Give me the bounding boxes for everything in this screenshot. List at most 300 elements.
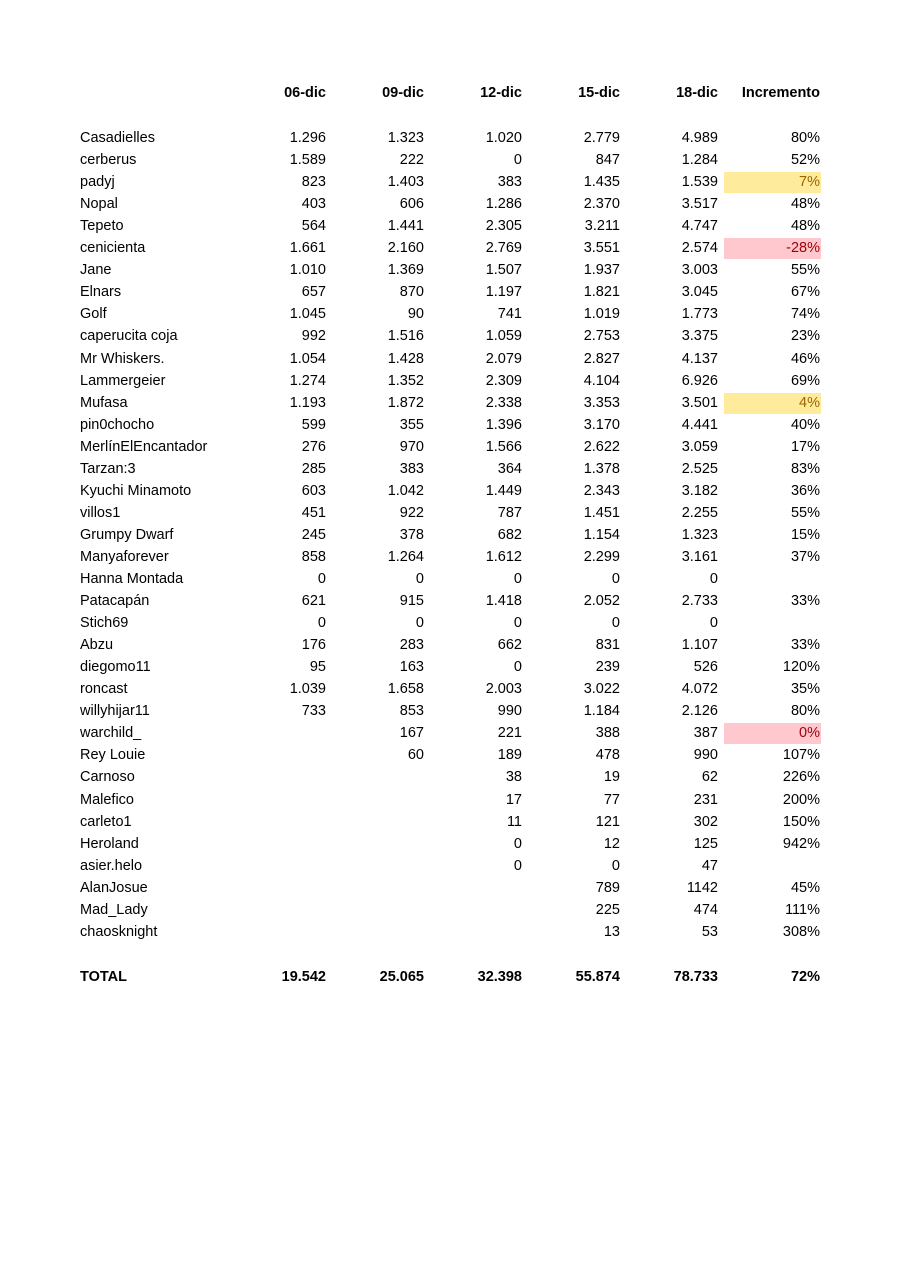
- total-value: 78.733: [673, 969, 718, 985]
- increment-cell: 120%: [782, 659, 820, 676]
- table-row: [0, 547, 906, 568]
- value-cell: 1.451: [583, 504, 620, 521]
- value-cell: 1.352: [387, 372, 424, 389]
- row-name: asier.helo: [80, 857, 143, 874]
- value-cell: [226, 856, 326, 877]
- value-cell: 657: [301, 284, 326, 301]
- value-cell: 167: [399, 725, 424, 742]
- value-cell: [422, 878, 522, 899]
- value-cell: 231: [693, 791, 718, 808]
- row-name: Nopal: [80, 196, 118, 213]
- value-cell: 733: [301, 703, 326, 720]
- value-cell: 1.184: [583, 703, 620, 720]
- header-15-dic: 15-dic: [578, 85, 620, 101]
- row-name: willyhijar11: [80, 703, 150, 720]
- table-row: [0, 238, 906, 259]
- value-cell: [226, 900, 326, 921]
- value-cell: 0: [317, 571, 326, 587]
- increment-cell: 0%: [724, 723, 821, 744]
- value-cell: 77: [603, 791, 620, 808]
- value-cell: 526: [693, 659, 718, 676]
- table-row: [0, 878, 906, 899]
- value-cell: 53: [701, 923, 718, 940]
- value-cell: 0: [611, 615, 620, 632]
- table-row: [0, 635, 906, 656]
- value-cell: 474: [693, 901, 718, 918]
- value-cell: 0: [415, 571, 424, 587]
- header-06-dic: 06-dic: [284, 85, 326, 101]
- table-row: [0, 569, 906, 590]
- value-cell: 2.299: [583, 548, 620, 565]
- value-cell: 0: [513, 857, 522, 874]
- value-cell: 1.428: [387, 350, 424, 367]
- increment-cell: 107%: [782, 747, 820, 764]
- value-cell: [226, 922, 326, 943]
- increment-cell: 69%: [790, 372, 820, 389]
- value-cell: 2.753: [583, 328, 620, 345]
- value-cell: 383: [497, 174, 522, 191]
- row-name: diegomo11: [80, 659, 151, 676]
- value-cell: 95: [309, 659, 326, 676]
- row-name: carleto1: [80, 813, 132, 830]
- value-cell: [226, 745, 326, 766]
- value-cell: 0: [513, 152, 522, 169]
- value-cell: 1.286: [485, 196, 522, 213]
- value-cell: 2.255: [681, 504, 718, 521]
- value-cell: 3.182: [681, 482, 718, 499]
- value-cell: 1.274: [289, 372, 326, 389]
- row-name: Stich69: [80, 615, 129, 632]
- increment-cell: 37%: [790, 548, 820, 565]
- value-cell: 47: [701, 857, 718, 874]
- total-row: [0, 967, 906, 988]
- increment-cell: 33%: [790, 637, 820, 654]
- table-row: [0, 415, 906, 436]
- row-name: Golf: [80, 306, 107, 323]
- value-cell: 1.042: [387, 482, 424, 499]
- increment-cell: 35%: [790, 681, 820, 698]
- value-cell: 4.441: [681, 416, 718, 433]
- value-cell: 62: [701, 769, 718, 786]
- value-cell: 0: [415, 615, 424, 632]
- table-row: [0, 194, 906, 215]
- row-name: MerlínElEncantador: [80, 438, 208, 455]
- value-cell: 1.418: [485, 593, 522, 610]
- value-cell: 276: [301, 438, 326, 455]
- value-cell: 1.872: [387, 394, 424, 411]
- increment-cell: 33%: [790, 593, 820, 610]
- value-cell: 4.104: [583, 372, 620, 389]
- value-cell: 0: [513, 659, 522, 676]
- value-cell: 0: [513, 615, 522, 632]
- value-cell: 245: [301, 526, 326, 543]
- value-cell: 2.052: [583, 593, 620, 610]
- value-cell: 12: [603, 835, 620, 852]
- value-cell: 1.589: [289, 152, 326, 169]
- increment-cell: [724, 856, 821, 877]
- table-row: [0, 260, 906, 281]
- value-cell: 478: [595, 747, 620, 764]
- value-cell: 1.197: [485, 284, 522, 301]
- row-name: Mad_Lady: [80, 901, 148, 918]
- row-name: pin0chocho: [80, 416, 155, 433]
- value-cell: 0: [513, 835, 522, 852]
- total-increment: 72%: [790, 969, 820, 985]
- value-cell: [324, 812, 424, 833]
- increment-cell: 150%: [782, 813, 820, 830]
- value-cell: 3.003: [681, 262, 718, 279]
- value-cell: 858: [301, 548, 326, 565]
- value-cell: 0: [709, 571, 718, 587]
- value-cell: 0: [317, 615, 326, 632]
- value-cell: 378: [399, 526, 424, 543]
- value-cell: [324, 790, 424, 811]
- value-cell: 0: [709, 615, 718, 632]
- value-cell: 0: [513, 571, 522, 587]
- value-cell: 1.403: [387, 174, 424, 191]
- value-cell: 1.039: [289, 681, 326, 698]
- value-cell: 1.107: [681, 637, 718, 654]
- value-cell: 787: [497, 504, 522, 521]
- value-cell: 1142: [686, 879, 718, 896]
- value-cell: 603: [301, 482, 326, 499]
- value-cell: 1.773: [681, 306, 718, 323]
- value-cell: 355: [399, 416, 424, 433]
- value-cell: [324, 856, 424, 877]
- value-cell: 0: [611, 571, 620, 587]
- value-cell: 6.926: [681, 372, 718, 389]
- table-row: [0, 723, 906, 744]
- row-name: Grumpy Dwarf: [80, 526, 174, 543]
- total-value: 19.542: [281, 969, 326, 985]
- increment-cell: 226%: [782, 769, 820, 786]
- table-row: [0, 459, 906, 480]
- value-cell: 1.323: [387, 130, 424, 146]
- value-cell: 3.170: [583, 416, 620, 433]
- table-row: [0, 745, 906, 766]
- row-name: Tarzan:3: [80, 460, 136, 477]
- value-cell: 990: [693, 747, 718, 764]
- table-row: [0, 856, 906, 877]
- value-cell: 789: [595, 879, 620, 896]
- increment-cell: 45%: [790, 879, 820, 896]
- row-name: caperucita coja: [80, 328, 178, 345]
- header-12-dic: 12-dic: [480, 85, 522, 101]
- row-name: Heroland: [80, 835, 139, 852]
- value-cell: 388: [595, 725, 620, 742]
- value-cell: [324, 900, 424, 921]
- value-cell: 38: [505, 769, 522, 786]
- value-cell: 1.441: [387, 218, 424, 235]
- value-cell: 1.020: [485, 130, 522, 146]
- value-cell: 1.435: [583, 174, 620, 191]
- increment-cell: 55%: [790, 504, 820, 521]
- value-cell: [324, 767, 424, 788]
- value-cell: 3.551: [583, 240, 620, 257]
- value-cell: 302: [693, 813, 718, 830]
- increment-cell: 83%: [790, 460, 820, 477]
- value-cell: 1.054: [289, 350, 326, 367]
- value-cell: 992: [301, 328, 326, 345]
- value-cell: 1.019: [583, 306, 620, 323]
- value-cell: 222: [399, 152, 424, 169]
- table-row: [0, 525, 906, 546]
- value-cell: 2.338: [485, 394, 522, 411]
- value-cell: 3.045: [681, 284, 718, 301]
- value-cell: 17: [505, 791, 522, 808]
- row-name: Mr Whiskers.: [80, 350, 165, 367]
- row-name: Lammergeier: [80, 372, 166, 389]
- value-cell: 4.137: [681, 350, 718, 367]
- value-cell: 2.525: [681, 460, 718, 477]
- value-cell: 13: [603, 923, 620, 940]
- value-cell: 4.989: [681, 130, 718, 146]
- value-cell: 4.747: [681, 218, 718, 235]
- table-row: [0, 812, 906, 833]
- header-09-dic: 09-dic: [382, 85, 424, 101]
- row-name: Manyaforever: [80, 548, 169, 565]
- value-cell: 682: [497, 526, 522, 543]
- table-row: [0, 790, 906, 811]
- value-cell: 1.612: [485, 548, 522, 565]
- row-name: AlanJosue: [80, 879, 148, 896]
- value-cell: 2.305: [485, 218, 522, 235]
- row-name: Tepeto: [80, 218, 124, 235]
- table-row: [0, 900, 906, 921]
- value-cell: 1.539: [681, 174, 718, 191]
- value-cell: 285: [301, 460, 326, 477]
- table-row: [0, 767, 906, 788]
- increment-cell: 74%: [790, 306, 820, 323]
- value-cell: [324, 834, 424, 855]
- value-cell: 3.375: [681, 328, 718, 345]
- value-cell: 387: [693, 725, 718, 742]
- increment-cell: 55%: [790, 262, 820, 279]
- table-row: [0, 657, 906, 678]
- row-name: Patacapán: [80, 593, 150, 610]
- value-cell: 2.370: [583, 196, 620, 213]
- value-cell: 2.160: [387, 240, 424, 257]
- row-name: Elnars: [80, 284, 122, 301]
- row-name: padyj: [80, 174, 115, 191]
- value-cell: 60: [407, 747, 424, 764]
- value-cell: 189: [497, 747, 522, 764]
- row-name: Casadielles: [80, 130, 155, 146]
- increment-cell: [724, 569, 821, 590]
- value-cell: 1.449: [485, 482, 522, 499]
- increment-cell: 48%: [790, 196, 820, 213]
- value-cell: 90: [407, 306, 424, 323]
- value-cell: 606: [399, 196, 424, 213]
- row-name: cerberus: [80, 152, 137, 169]
- value-cell: 847: [595, 152, 620, 169]
- value-cell: [226, 834, 326, 855]
- increment-cell: 17%: [790, 438, 820, 455]
- value-cell: [226, 767, 326, 788]
- value-cell: 1.264: [387, 548, 424, 565]
- table-row: [0, 304, 906, 325]
- value-cell: 1.507: [485, 262, 522, 279]
- value-cell: 1.821: [583, 284, 620, 301]
- row-name: Abzu: [80, 637, 114, 654]
- row-name: Rey Louie: [80, 747, 146, 764]
- value-cell: 3.059: [681, 438, 718, 455]
- value-cell: [226, 812, 326, 833]
- value-cell: 1.369: [387, 262, 424, 279]
- value-cell: 662: [497, 637, 522, 654]
- row-name: Mufasa: [80, 394, 128, 411]
- increment-cell: 200%: [782, 791, 820, 808]
- value-cell: 599: [301, 416, 326, 433]
- value-cell: 3.501: [681, 394, 718, 411]
- row-name: Jane: [80, 262, 112, 279]
- value-cell: 970: [399, 438, 424, 455]
- value-cell: 1.010: [289, 262, 326, 279]
- value-cell: 564: [301, 218, 326, 235]
- increment-cell: 308%: [782, 923, 820, 940]
- value-cell: 2.769: [485, 240, 522, 257]
- value-cell: 2.309: [485, 372, 522, 389]
- table-row: [0, 437, 906, 458]
- value-cell: 1.566: [485, 438, 522, 455]
- value-cell: 922: [399, 504, 424, 521]
- value-cell: 1.193: [289, 394, 326, 411]
- total-value: 32.398: [477, 969, 522, 985]
- value-cell: 0: [611, 857, 620, 874]
- header-incremento: Incremento: [741, 85, 820, 101]
- increment-cell: -28%: [724, 238, 821, 259]
- increment-cell: 15%: [790, 526, 820, 543]
- value-cell: 2.827: [583, 350, 620, 367]
- table-row: [0, 371, 906, 392]
- total-value: 55.874: [575, 969, 620, 985]
- row-name: chaosknight: [80, 923, 158, 940]
- value-cell: 2.622: [583, 438, 620, 455]
- value-cell: 125: [693, 835, 718, 852]
- value-cell: 621: [301, 593, 326, 610]
- table-row: [0, 216, 906, 237]
- value-cell: [226, 790, 326, 811]
- row-name: roncast: [80, 681, 128, 698]
- header-18-dic: 18-dic: [676, 85, 718, 101]
- value-cell: 1.059: [485, 328, 522, 345]
- row-name: warchild_: [80, 725, 142, 742]
- table-row: [0, 282, 906, 303]
- value-cell: 1.658: [387, 681, 424, 698]
- value-cell: 915: [399, 593, 424, 610]
- value-cell: 221: [497, 725, 522, 742]
- value-cell: 3.022: [583, 681, 620, 698]
- value-cell: 19: [603, 769, 620, 786]
- row-name: cenicienta: [80, 240, 146, 257]
- value-cell: 870: [399, 284, 424, 301]
- value-cell: 741: [497, 306, 522, 323]
- value-cell: 2.779: [583, 130, 620, 146]
- row-name: villos1: [80, 504, 121, 521]
- value-cell: 2.003: [485, 681, 522, 698]
- value-cell: [422, 900, 522, 921]
- value-cell: 3.353: [583, 394, 620, 411]
- value-cell: 11: [506, 813, 522, 830]
- increment-cell: 942%: [782, 835, 820, 852]
- value-cell: 1.154: [583, 526, 620, 543]
- value-cell: 2.343: [583, 482, 620, 499]
- value-cell: 364: [497, 460, 522, 477]
- value-cell: 831: [595, 637, 620, 654]
- value-cell: 1.045: [289, 306, 326, 323]
- increment-cell: 40%: [790, 416, 820, 433]
- value-cell: [226, 723, 326, 744]
- total-label: TOTAL: [80, 969, 127, 985]
- value-cell: 2.126: [681, 703, 718, 720]
- table-row: [0, 393, 906, 414]
- increment-cell: 52%: [790, 152, 820, 169]
- value-cell: [422, 922, 522, 943]
- table-row: [0, 591, 906, 612]
- value-cell: 2.733: [681, 593, 718, 610]
- value-cell: 225: [595, 901, 620, 918]
- row-name: Kyuchi Minamoto: [80, 482, 192, 499]
- increment-cell: 36%: [790, 482, 820, 499]
- table-row: [0, 503, 906, 524]
- increment-cell: 111%: [785, 901, 820, 918]
- value-cell: 1.323: [681, 526, 718, 543]
- value-cell: 1.378: [583, 460, 620, 477]
- row-name: Carnoso: [80, 769, 135, 786]
- value-cell: 1.937: [583, 262, 620, 279]
- value-cell: 3.161: [681, 548, 718, 565]
- value-cell: 403: [301, 196, 326, 213]
- value-cell: 1.296: [289, 130, 326, 146]
- value-cell: 3.211: [584, 218, 620, 235]
- value-cell: 3.517: [681, 196, 718, 213]
- value-cell: 853: [399, 703, 424, 720]
- value-cell: 176: [301, 637, 326, 654]
- value-cell: 383: [399, 460, 424, 477]
- row-name: Malefico: [80, 791, 134, 808]
- value-cell: 1.396: [485, 416, 522, 433]
- total-value: 25.065: [379, 969, 424, 985]
- table-row: [0, 613, 906, 634]
- value-cell: 4.072: [681, 681, 718, 698]
- value-cell: 1.284: [681, 152, 718, 169]
- increment-cell: 48%: [790, 218, 820, 235]
- increment-cell: 23%: [790, 328, 820, 345]
- value-cell: 1.661: [289, 240, 326, 257]
- increment-cell: 7%: [724, 172, 821, 193]
- value-cell: 823: [301, 174, 326, 191]
- value-cell: [324, 922, 424, 943]
- increment-cell: [724, 613, 821, 634]
- value-cell: [324, 878, 424, 899]
- value-cell: 121: [595, 813, 620, 830]
- value-cell: 163: [399, 659, 424, 676]
- table-row: [0, 326, 906, 347]
- value-cell: 2.574: [681, 240, 718, 257]
- increment-cell: 80%: [790, 130, 820, 146]
- table-row: [0, 701, 906, 722]
- increment-cell: 80%: [790, 703, 820, 720]
- table-row: [0, 922, 906, 943]
- value-cell: 239: [595, 659, 620, 676]
- increment-cell: 4%: [724, 393, 821, 414]
- table-row: [0, 349, 906, 370]
- value-cell: 990: [497, 703, 522, 720]
- value-cell: [226, 878, 326, 899]
- value-cell: 1.516: [387, 328, 424, 345]
- table-row: [0, 481, 906, 502]
- increment-cell: 67%: [790, 284, 820, 301]
